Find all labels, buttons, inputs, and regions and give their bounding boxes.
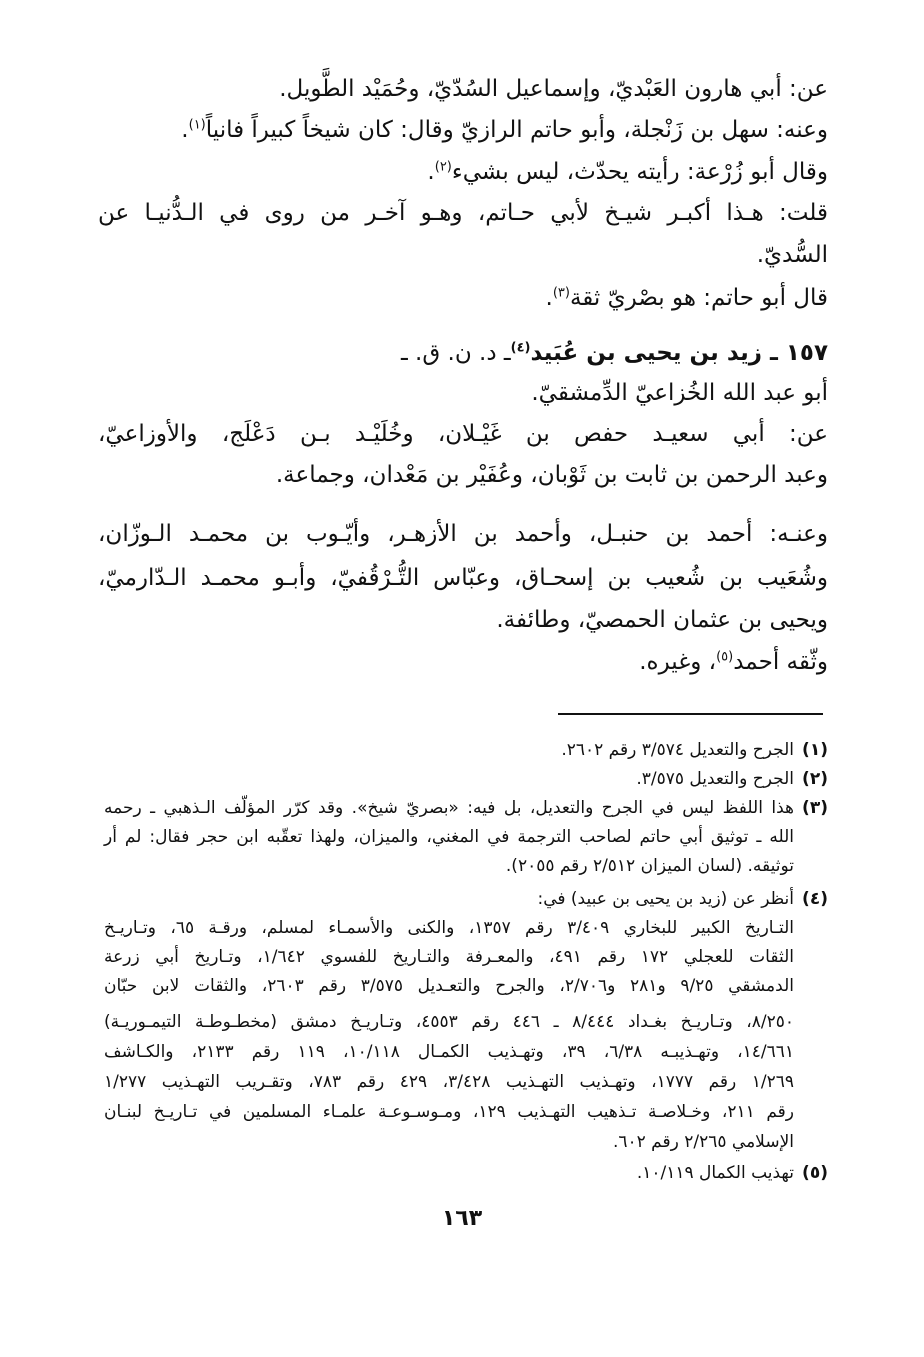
main-line-14-text: وثّقه أحمد xyxy=(733,649,828,675)
footnote-line: ١/٢٦٩ رقم ١٧٧٧، وتهـذيب التهـذيب ٣/٤٢٨، ٤٢٩ رقم ٧٨٣، وتقـريب التهـذيب ١/٢٧٧ xyxy=(104,1072,794,1092)
footnote-line: الجرح والتعديل ٣/٥٧٤ رقم ٢٦٠٢. xyxy=(561,740,794,760)
footnote-line: الثقات للعجلي ١٧٢ رقم ٤٩١، والمعـرفة والتـاريخ للفسوي ١/٦٤٢، وتـاريخ أبي زرعة xyxy=(104,947,794,967)
footnote-ref[interactable]: (١) xyxy=(188,117,206,133)
footnote-ref[interactable]: (٤) xyxy=(510,340,531,356)
heading-sigla: ـ د. ن. ق. ـ xyxy=(401,340,511,366)
footnote-ref[interactable]: (٢) xyxy=(434,159,452,175)
main-text-line xyxy=(98,113,828,147)
footnote-line: ٨/٢٥٠، وتـاريـخ بغـداد ٨/٤٤٤ ـ ٤٤٦ رقم ٤٥٥٣، وتـاريـخ دمشق (مخطـوطـة التيمـوريـة) xyxy=(104,1012,794,1032)
main-line-10-text: وعبد الرحمن بن ثابت بن ثَوْبان، وعُفَيْر بن مَعْدان، وجماعة. xyxy=(275,462,828,488)
footnote-line: الإسلامي ٢/٢٦٥ رقم ٦٠٢. xyxy=(612,1132,794,1152)
footnote-line: رقم ٢١١، وخـلاصـة تـذهيب التهـذيب ١٢٩، ومـوسـوعـة علمـاء المسلمين في تـاريـخ لبنـان xyxy=(104,1102,794,1122)
line-end-punct: . xyxy=(545,285,553,311)
footnote-number: (٥) xyxy=(802,1163,828,1183)
page-number: ١٦٣ xyxy=(441,1206,483,1231)
main-line-9-text: عن: أبي سعيـد حفص بن غَيْـلان، وخُلَيْـد بـن دَعْلَج، والأوزاعيّ، xyxy=(98,421,828,447)
footnote-ref[interactable]: (٣) xyxy=(552,285,570,301)
main-line-4-text: قلت: هـذا أكبـر شيـخ لأبي حـاتم، وهـو آخـر من روى في الـدُّنيـا عن xyxy=(98,200,828,226)
footnote-line: توثيقه. (لسان الميزان ٢/٥١٢ رقم ٢٠٥٥). xyxy=(505,856,794,876)
footnote-ref[interactable]: (٥) xyxy=(716,649,734,665)
footnote-line: هذا اللفظ ليس في الجرح والتعديل، بل فيه: «بصريّ شيخ». وقد كرّر المؤلّف الـذهبي ـ رحمه xyxy=(104,798,794,818)
footnote-line: الله ـ توثيق أبي حاتم لصاحب الترجمة في المغني، والميزان، ولهذا تعقّبه ابن حجر فقال: لم أر xyxy=(104,827,794,847)
main-text-line xyxy=(98,72,828,106)
main-text-line xyxy=(98,417,828,451)
main-text-line xyxy=(98,196,828,230)
footnote-line: ١٤/٦٦١، وتهـذيبـه ٦/٣٨، ٣٩، وتهـذيب الكمـال ١٠/١١٨، ١١٩ رقم ٢١٣٣، والكـاشف xyxy=(104,1042,795,1062)
main-line-11-text: وعنـه: أحمد بن حنبـل، وأحمد بن الأزهـر، وأيّـوب بن محمـد الـوزّان، xyxy=(98,521,828,547)
main-line-1-text: عن: أبي هارون العَبْديّ، وإسماعيل السُدّيّ، وحُمَيْد الطَّويل. xyxy=(279,76,828,102)
entry-heading-text: ١٥٧ ـ زيد بن يحيى بن عُبَيد xyxy=(530,340,828,366)
footnote-number: (٣) xyxy=(802,798,828,818)
main-text-line xyxy=(98,155,828,189)
line-end-punct: ، وغيره. xyxy=(639,649,717,675)
line-end-punct: . xyxy=(427,159,435,185)
main-line-3-text: وقال أبو زُرْعة: رأيته يحدّث، ليس بشيء xyxy=(451,159,828,185)
main-text-line xyxy=(98,645,828,679)
main-text-line xyxy=(98,458,828,492)
main-text-line xyxy=(98,561,828,595)
footnote-number: (٢) xyxy=(802,769,828,789)
footnote-separator xyxy=(558,713,823,715)
footnote-number: (٤) xyxy=(802,889,828,909)
footnote-line: التـاريخ الكبير للبخاري ٣/٤٠٩ رقم ١٣٥٧، والكنى والأسمـاء لمسلم، ورقـة ٦٥، وتـاريـخ xyxy=(104,918,794,938)
main-line-8-text: أبو عبد الله الخُزاعيّ الدِّمشقيّ. xyxy=(531,380,828,406)
main-line-5-text: السُّديّ. xyxy=(756,242,828,268)
footnote-number: (١) xyxy=(802,740,828,760)
main-text-line xyxy=(98,517,828,551)
footnote-line: أنظر عن (زيد بن يحيى بن عبيد) في: xyxy=(537,889,794,909)
main-line-2-text: وعنه: سهل بن زَنْجلة، وأبو حاتم الرازيّ وقال: كان شيخاً كبيراً فانياً xyxy=(205,117,828,143)
entry-heading xyxy=(98,336,828,370)
footnote-line: الجرح والتعديل ٣/٥٧٥. xyxy=(636,769,794,789)
main-line-6-text: قال أبو حاتم: هو بصْريّ ثقة xyxy=(569,285,828,311)
main-line-12-text: وشُعَيب بن شُعيب بن إسحـاق، وعبّاس التُّـرْقُفيّ، وأبـو محمـد الـدّارميّ، xyxy=(98,565,828,591)
main-text-line xyxy=(98,376,828,410)
line-end-punct: . xyxy=(181,117,189,143)
main-text-line xyxy=(98,238,828,272)
footnote-line: الدمشقي ٩/٢٥ و٢٨١ و٢/٧٠٦، والجرح والتعـديل ٣/٥٧٥ رقم ٢٦٠٣، والثقات لابن حبّان xyxy=(104,976,794,996)
main-line-13-text: ويحيى بن عثمان الحمصيّ، وطائفة. xyxy=(496,607,828,633)
main-text-line xyxy=(98,603,828,637)
footnote-line: تهذيب الكمال ١٠/١١٩. xyxy=(636,1163,794,1183)
main-text-line xyxy=(98,281,828,315)
